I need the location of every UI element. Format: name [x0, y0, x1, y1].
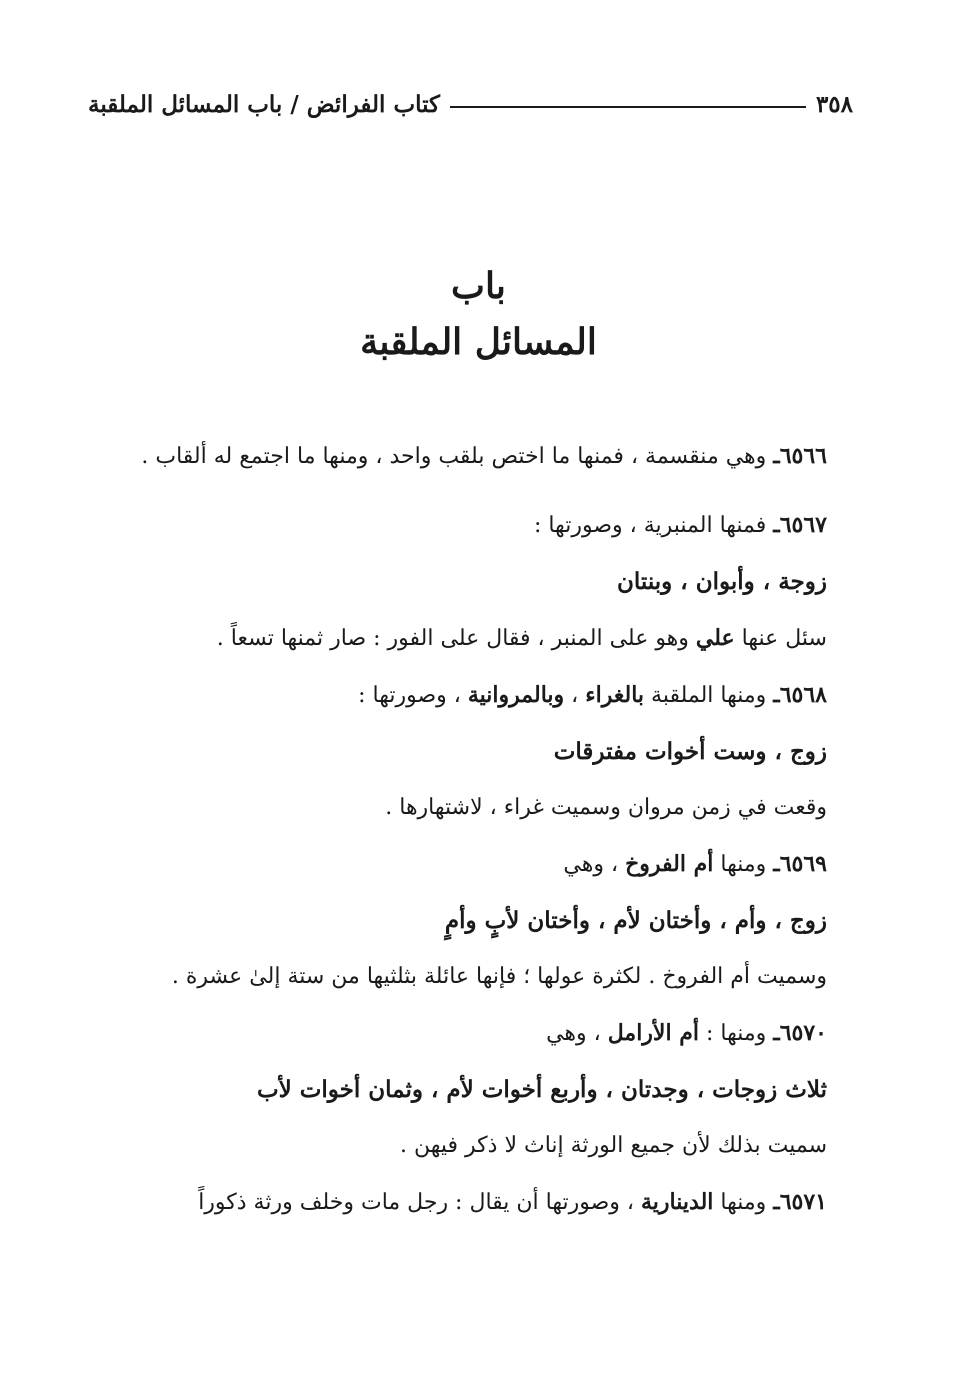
- formula-6570: ثلاث زوجات ، وجدتان ، وأربع أخوات لأم ، وثمان أخوات لأب: [256, 1076, 827, 1103]
- page-content: [86, 430, 827, 1231]
- paragraph-text: ، وهي: [563, 852, 626, 877]
- paragraph-6569: [86, 836, 827, 893]
- paragraph-6568: [86, 667, 827, 724]
- paragraph-bold: أم الأرامل: [607, 1020, 699, 1046]
- paragraph-text: ومنها: [713, 1190, 774, 1215]
- paragraph-bold: أم الفروخ: [625, 851, 714, 877]
- header-rule: [450, 106, 806, 108]
- note-6570: سميت بذلك لأن جميع الورثة إناث لا ذكر فيهن .: [400, 1133, 827, 1158]
- chapter-title: [0, 258, 957, 370]
- chapter-title-line2: المسائل الملقبة: [360, 321, 597, 363]
- paragraph-number: ٦٥٦٦ـ: [773, 443, 827, 469]
- formula-6567: زوجة ، وأبوان ، وبنتان: [617, 568, 827, 595]
- paragraph-number: ٦٥٧١ـ: [773, 1189, 827, 1215]
- chapter-title-line1: باب: [451, 265, 506, 307]
- running-header: [88, 84, 853, 124]
- paragraph-bold: وبالمروانية: [467, 682, 565, 708]
- paragraph-number: ٦٥٦٩ـ: [773, 851, 827, 877]
- paragraph-text: ،: [564, 683, 586, 708]
- paragraph-bold: الدينارية: [641, 1189, 714, 1215]
- paragraph-text: ، وصورتها أن يقال : رجل مات وخلف ورثة ذكوراً: [198, 1190, 642, 1215]
- paragraph-text: ومنها: [713, 852, 774, 877]
- paragraph-6567: [86, 497, 827, 554]
- page-number: ٣٥٨: [815, 90, 853, 118]
- paragraph-number: ٦٥٦٧ـ: [773, 512, 827, 538]
- formula-6568: زوج ، وست أخوات مفترقات: [553, 738, 827, 765]
- note-6568: وقعت في زمن مروان وسميت غراء ، لاشتهارها .: [385, 795, 827, 820]
- paragraph-6571: [86, 1174, 827, 1231]
- paragraph-text: ، وصورتها :: [358, 683, 468, 708]
- paragraph-bold: بالغراء: [585, 682, 645, 708]
- paragraph-number: ٦٥٦٨ـ: [773, 682, 827, 708]
- note-6569: وسميت أم الفروخ . لكثرة عولها ؛ فإنها عائلة بثلثيها من ستة إلىٰ عشرة .: [171, 964, 827, 989]
- paragraph-number: ٦٥٧٠ـ: [773, 1020, 827, 1046]
- paragraph-text: ، وهي: [546, 1021, 608, 1046]
- paragraph-6570: [86, 1005, 827, 1062]
- note-text: سئل عنها: [734, 626, 827, 651]
- paragraph-text: فمنها المنبرية ، وصورتها :: [533, 513, 774, 538]
- note-6567: [86, 610, 827, 667]
- header-title: كتاب الفرائض / باب المسائل الملقبة: [88, 90, 440, 118]
- paragraph-text: وهي منقسمة ، فمنها ما اختص بلقب واحد ، ومنها ما اجتمع له ألقاب .: [141, 444, 774, 469]
- formula-6569: زوج ، وأم ، وأختان لأم ، وأختان لأبٍ وأمٍ: [444, 907, 827, 934]
- note-text: وهو على المنبر ، فقال على الفور : صار ثمنها تسعاً .: [216, 626, 696, 651]
- paragraph-text: ومنها :: [698, 1021, 774, 1046]
- paragraph-text: ومنها الملقبة: [644, 683, 774, 708]
- note-bold: علي: [695, 625, 735, 651]
- paragraph-6566: [86, 430, 827, 483]
